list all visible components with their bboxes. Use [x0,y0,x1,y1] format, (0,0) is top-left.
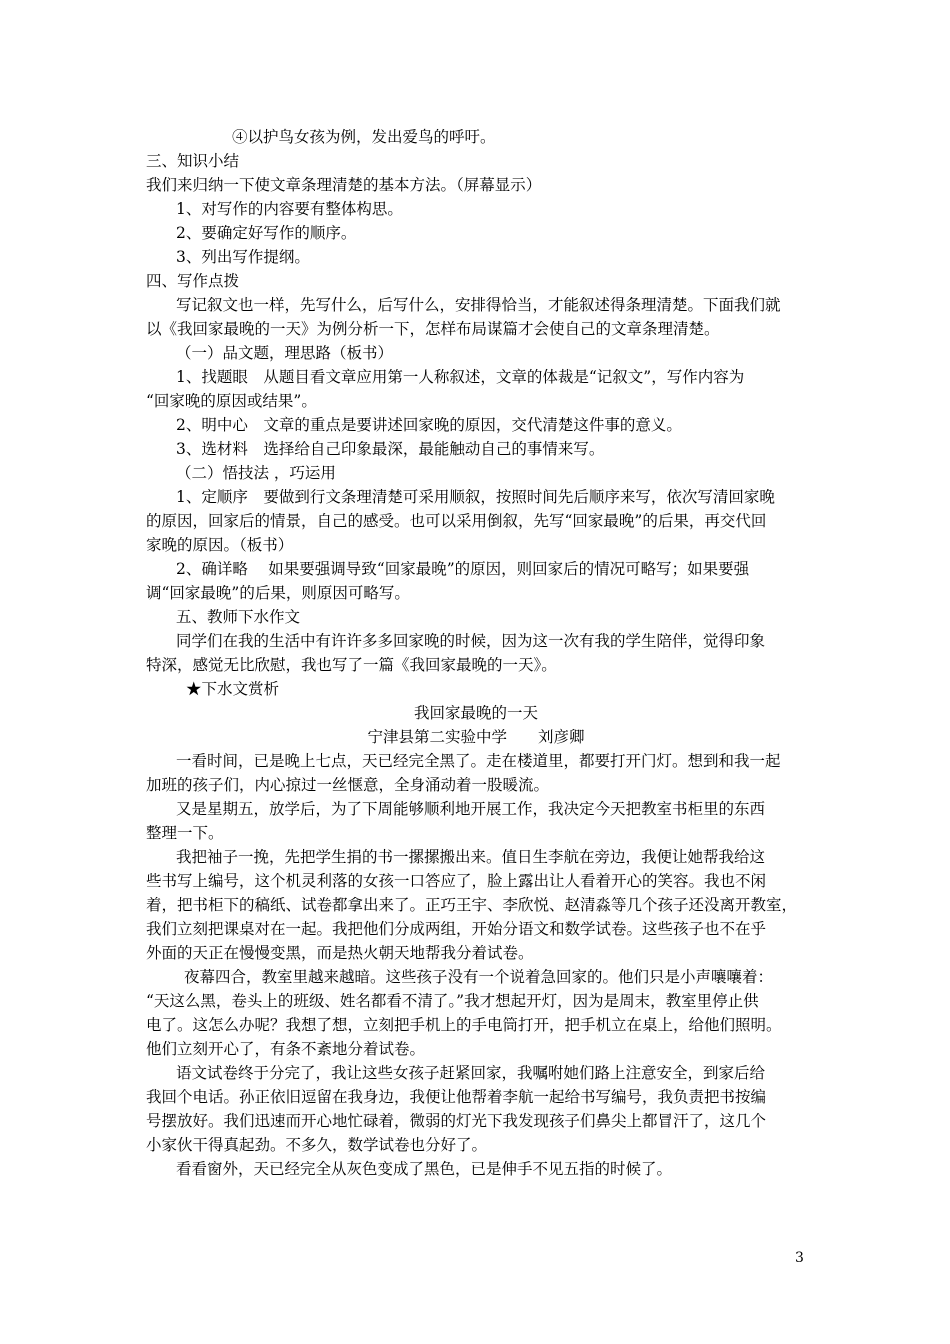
text-line: 整理一下。 [146,824,224,842]
list-item: 2、要确定好写作的顺序。 [176,224,357,242]
text-line: 我把袖子一挽，先把学生捐的书一摞摞搬出来。值日生李航在旁边，我便让她帮我给这 [176,848,766,866]
text-line: 调“回家最晚”的后果，则原因可略写。 [146,584,410,602]
subsection-heading: （二）悟技法 ，巧运用 [176,464,336,482]
text-line: 3、选材料 选择给自己印象最深，最能触动自己的事情来写。 [176,440,605,458]
text-line: 着，把书柜下的稿纸、试卷都拿出来了。正巧王宇、李欣悦、赵清淼等几个孩子还没离开教室， [146,896,798,914]
text-line: 电了。这怎么办呢？我想了想，立刻把手机上的手电筒打开，把手机立在桌上，给他们照明。 [146,1016,782,1034]
text-line: 1、找题眼 从题目看文章应用第一人称叙述，文章的体裁是“记叙文”，写作内容为 [176,368,745,386]
subsection-heading: ★下水文赏析 [186,680,280,698]
text-line: 一看时间，已是晚上七点，天已经完全黑了。走在楼道里，都要打开门灯。想到和我一起 [176,752,781,770]
text-line: 的原因，回家后的情景，自己的感受。也可以采用倒叙，先写“回家最晚”的后果，再交代回 [146,512,767,530]
text-line: 2、明中心 文章的重点是要讲述回家晚的原因，交代清楚这件事的意义。 [176,416,682,434]
text-line: 1、定顺序 要做到行文条理清楚可采用顺叙，按照时间先后顺序来写，依次写清回家晚 [176,488,775,506]
text-line: 我们来归纳一下使文章条理清楚的基本方法。（屏幕显示） [146,176,542,194]
text-line: 家晚的原因。（板书） [146,536,294,554]
text-line: 外面的天正在慢慢变黑，而是热火朝天地帮我分着试卷。 [146,944,534,962]
body-text [146,125,806,1181]
text-line: 他们立刻开心了，有条不紊地分着试卷。 [146,1040,426,1058]
list-item: 3、列出写作提纲。 [176,248,310,266]
section-heading: 五、教师下水作文 [176,608,301,626]
text-line: 又是星期五，放学后，为了下周能够顺利地开展工作，我决定今天把教室书柜里的东西 [176,800,766,818]
text-line: 我回个电话。孙正依旧逗留在我身边，我便让他帮着李航一起给书写编号，我负责把书按编 [146,1088,767,1106]
text-line: 语文试卷终于分完了，我让这些女孩子赶紧回家，我嘱咐她们路上注意安全，到家后给 [176,1064,766,1082]
text-line: 以《我回家最晚的一天》为例分析一下，怎样布局谋篇才会使自己的文章条理清楚。 [146,320,720,338]
text-line: 看看窗外，天已经完全从灰色变成了黑色，已是伸手不见五指的时候了。 [176,1160,673,1178]
subsection-heading: （一）品文题，理思路（板书） [176,344,394,362]
essay-author: 宁津县第二实验中学 刘彦卿 [367,728,585,746]
text-line: 同学们在我的生活中有许许多多回家晚的时候，因为这一次有我的学生陪伴，觉得印象 [176,632,766,650]
text-line: “回家晚的原因或结果”。 [146,392,317,410]
text-line: 特深，感觉无比欣慰，我也写了一篇《我回家最晚的一天》。 [146,656,557,674]
text-line: 2、确详略 如果要强调导致“回家最晚”的原因，则回家后的情况可略写；如果要强 [176,560,750,578]
text-line: 加班的孩子们，内心掠过一丝惬意，全身涌动着一股暖流。 [146,776,550,794]
text-line: 写记叙文也一样，先写什么，后写什么，安排得恰当，才能叙述得条理清楚。下面我们就 [176,296,781,314]
section-heading: 三、知识小结 [146,152,240,170]
text-line: ④以护鸟女孩为例，发出爱鸟的呼吁。 [232,128,496,146]
text-line: 我们立刻把课桌对在一起。我把他们分成两组，开始分语文和数学试卷。这些孩子也不在乎 [146,920,767,938]
text-line: 小家伙干得真起劲。不多久，数学试卷也分好了。 [146,1136,488,1154]
list-item: 1、对写作的内容要有整体构思。 [176,200,403,218]
text-line: “天这么黑，卷头上的班级、姓名都看不清了。”我才想起开灯，因为是周末，教室里停止供 [146,992,759,1010]
text-line: 些书写上编号，这个机灵利落的女孩一口答应了，脸上露出让人看着开心的笑容。我也不闲 [146,872,767,890]
text-line: 号摆放好。我们迅速而开心地忙碌着，微弱的灯光下我发现孩子们鼻尖上都冒汗了，这几个 [146,1112,767,1130]
page-number: 3 [795,1250,804,1266]
essay-title: 我回家最晚的一天 [413,704,538,722]
section-heading: 四、写作点拨 [146,272,240,290]
text-line: 夜幕四合，教室里越来越暗。这些孩子没有一个说着急回家的。他们只是小声嚷嚷着： [184,968,774,986]
